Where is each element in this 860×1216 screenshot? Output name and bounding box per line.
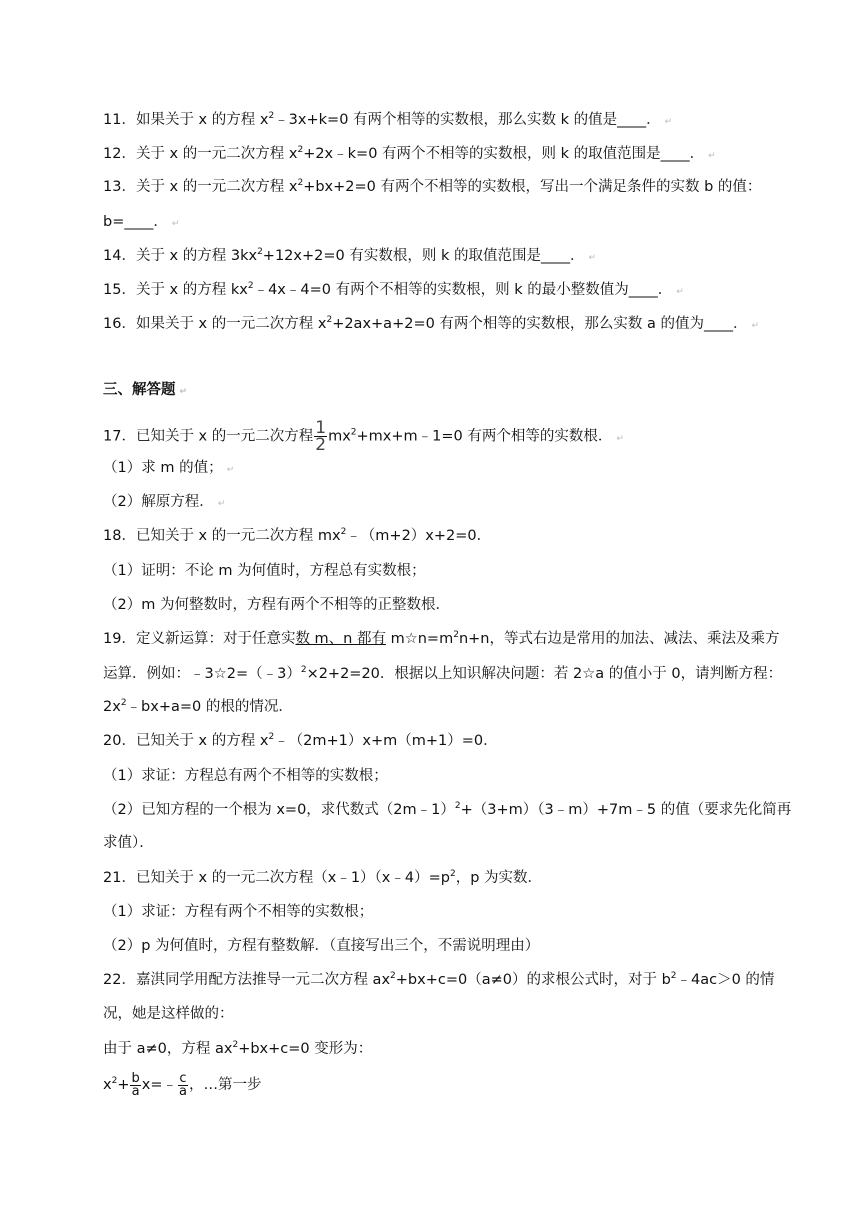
q13-text-2: +bx+2=0 有两个不相等的实数根，写出一个满足条件的实数 b 的值： bbox=[303, 179, 762, 195]
q21-part-2-text: （2）p 为何值时，方程有整数解．（直接写出三个，不需说明理由） bbox=[103, 938, 540, 954]
fraction-denominator: a bbox=[178, 1083, 187, 1099]
question-14 bbox=[103, 246, 783, 268]
q13-answer-blank: b=____． bbox=[103, 214, 168, 230]
question-19-line-2 bbox=[103, 664, 783, 684]
q13-text: 13．关于 x 的一元二次方程 x bbox=[103, 179, 298, 195]
question-18 bbox=[103, 526, 783, 546]
q20-text: 20．已知关于 x 的方程 x bbox=[103, 733, 269, 749]
q19-text-3: n+n，等式右边是常用的加法、减法、乘法及乘方 bbox=[458, 631, 780, 647]
question-17 bbox=[103, 420, 783, 453]
question-22 bbox=[103, 970, 783, 990]
step1-plus: + bbox=[117, 1077, 130, 1093]
fraction-numerator: 1 bbox=[315, 418, 327, 438]
para-mark-icon: ↵ bbox=[708, 151, 716, 161]
question-17-part-1 bbox=[103, 458, 783, 480]
q22-sup-2: 2 bbox=[670, 971, 677, 981]
q15-text: 15．关于 x 的方程 kx bbox=[103, 282, 248, 298]
q16-text: 16．如果关于 x 的一元二次方程 x bbox=[103, 316, 327, 332]
para-mark-icon: ↵ bbox=[588, 253, 596, 263]
q13-sup: 2 bbox=[297, 178, 304, 188]
question-20 bbox=[103, 731, 783, 751]
q19-line-2-text-2: ×2+2=20．根据以上知识解决问题：若 2☆a 的值小于 0，请判断方程： bbox=[306, 666, 783, 682]
question-17-part-2 bbox=[103, 492, 783, 514]
para-mark-icon: ↵ bbox=[616, 433, 624, 444]
question-21-part-2 bbox=[103, 936, 783, 956]
q21-part-1-text: （1）求证：方程有两个不相等的实数根； bbox=[103, 904, 374, 920]
question-15 bbox=[103, 280, 783, 302]
question-19 bbox=[103, 629, 783, 649]
question-21 bbox=[103, 868, 783, 888]
fraction-b-over-a bbox=[130, 1070, 140, 1099]
q20-sup: 2 bbox=[268, 732, 275, 742]
q22-line-3-sup: 2 bbox=[232, 1040, 239, 1050]
para-mark-icon: ↵ bbox=[751, 321, 760, 331]
q18-text-2: ﹣（m+2）x+2=0． bbox=[346, 528, 492, 544]
q21-text-2: ，p 为实数． bbox=[455, 870, 543, 886]
q17-part-1-text: （1）求 m 的值； bbox=[103, 460, 223, 476]
step1-x: x bbox=[103, 1077, 112, 1093]
step1-x-equals: x=﹣ bbox=[141, 1077, 177, 1093]
q20-part-2-sup: 2 bbox=[454, 801, 461, 811]
question-20-part-2 bbox=[103, 800, 792, 820]
q19-line-3-text: 2x bbox=[103, 699, 121, 715]
q18-text: 18．已知关于 x 的一元二次方程 mx bbox=[103, 528, 341, 544]
fraction-denominator: 2 bbox=[315, 435, 327, 455]
q14-text-2: +12x+2=0 有实数根，则 k 的取值范围是____． bbox=[262, 248, 585, 264]
q12-text: 12．关于 x 的一元二次方程 x bbox=[103, 146, 298, 162]
q22-line-3-text: 由于 a≠0，方程 ax bbox=[103, 1041, 233, 1057]
q19-line-3-sup: 2 bbox=[120, 698, 127, 708]
q19-line-2-sup: 2 bbox=[300, 665, 307, 675]
q16-sup: 2 bbox=[326, 315, 333, 325]
q20-part-2-text-3: 求值）． bbox=[103, 835, 154, 851]
fraction-denominator: a bbox=[131, 1083, 140, 1099]
q18-sup: 2 bbox=[340, 527, 347, 537]
fraction-one-half bbox=[314, 420, 327, 453]
q20-part-2-text: （2）已知方程的一个根为 x=0，求代数式（2m﹣1） bbox=[103, 802, 455, 818]
question-13-line-2 bbox=[103, 212, 783, 234]
q17-sup: 2 bbox=[350, 427, 357, 438]
q19-text-2: m☆n=m bbox=[386, 631, 454, 647]
q22-text-2: +bx+c=0（a≠0）的求根公式时，对于 b bbox=[395, 972, 671, 988]
question-11 bbox=[103, 110, 783, 132]
q14-sup: 2 bbox=[257, 247, 263, 257]
step1-sup: 2 bbox=[111, 1076, 118, 1086]
q22-text-3: ﹣4ac＞0 的情 bbox=[676, 972, 775, 988]
q18-part-2-text: （2）m 为何整数时，方程有两个不相等的正整数根． bbox=[103, 597, 450, 613]
fraction-c-over-a bbox=[178, 1070, 188, 1099]
q15-text-2: ﹣4x﹣4=0 有两个不相等的实数根，则 k 的最小整数值为____． bbox=[253, 282, 673, 298]
q18-part-1-text: （1）证明：不论 m 为何值时，方程总有实数根； bbox=[103, 563, 426, 579]
fraction-numerator: b bbox=[131, 1070, 140, 1086]
step1-tail: ，…第一步 bbox=[188, 1077, 262, 1093]
q19-underlined-text: 数 m、n 都有 bbox=[295, 631, 386, 647]
question-20-part-2-cont bbox=[103, 833, 783, 853]
section-heading bbox=[103, 380, 783, 402]
q19-sup: 2 bbox=[453, 630, 459, 640]
question-20-part-1 bbox=[103, 766, 783, 786]
question-16 bbox=[103, 314, 783, 336]
q20-part-1-text: （1）求证：方程总有两个不相等的实数根； bbox=[103, 768, 388, 784]
q21-sup: 2 bbox=[449, 869, 456, 879]
question-22-line-3 bbox=[103, 1039, 783, 1059]
q11-text: 11．如果关于 x 的方程 x bbox=[103, 112, 269, 128]
para-mark-icon: ↵ bbox=[676, 287, 684, 297]
question-19-line-3 bbox=[103, 697, 783, 717]
q22-text: 22．嘉淇同学用配方法推导一元二次方程 ax bbox=[103, 972, 391, 988]
question-18-part-1 bbox=[103, 561, 783, 581]
q17-part-2-text: （2）解原方程． bbox=[103, 494, 214, 510]
q16-text-2: +2ax+a+2=0 有两个相等的实数根，那么实数 a 的值为____． bbox=[332, 316, 748, 332]
q12-sup: 2 bbox=[297, 145, 304, 155]
q19-text: 19．定义新运算：对于任意实 bbox=[103, 631, 296, 647]
q20-text-2: ﹣（2m+1）x+m（m+1）=0． bbox=[274, 733, 498, 749]
para-mark-icon: ↵ bbox=[226, 465, 235, 475]
q19-line-3-text-2: ﹣bx+a=0 的根的情况． bbox=[126, 699, 293, 715]
question-21-part-1 bbox=[103, 902, 783, 922]
q17-text-3: +mx+m﹣1=0 有两个相等的实数根． bbox=[356, 428, 613, 445]
q17-text: 17．已知关于 x 的一元二次方程 bbox=[103, 428, 314, 445]
q22-sup: 2 bbox=[390, 971, 396, 981]
q20-part-2-text-2: +（3+m）（3﹣m）+7m﹣5 的值（要求先化简再 bbox=[460, 802, 792, 818]
q15-sup: 2 bbox=[247, 281, 254, 291]
section-title: 三、解答题 bbox=[103, 382, 176, 398]
para-mark-icon: ↵ bbox=[217, 499, 226, 509]
q19-line-2-text: 运算．例如：﹣3☆2=（﹣3） bbox=[103, 666, 301, 682]
question-18-part-2 bbox=[103, 595, 783, 615]
question-22-line-2 bbox=[103, 1004, 783, 1024]
q17-text-2: mx bbox=[328, 428, 351, 445]
fraction-numerator: c bbox=[179, 1070, 187, 1086]
para-mark-icon: ↵ bbox=[664, 117, 673, 127]
question-12 bbox=[103, 144, 783, 166]
q11-sup: 2 bbox=[268, 111, 275, 121]
q21-text: 21．已知关于 x 的一元二次方程（x﹣1）（x﹣4）=p bbox=[103, 870, 450, 886]
q11-text-2: ﹣3x+k=0 有两个相等的实数根，那么实数 k 的值是____． bbox=[274, 112, 661, 128]
question-22-step-1 bbox=[103, 1070, 783, 1100]
para-mark-icon: ↵ bbox=[179, 387, 188, 397]
q12-text-2: +2x﹣k=0 有两个不相等的实数根，则 k 的取值范围是____． bbox=[303, 146, 705, 162]
q22-line-3-text-2: +bx+c=0 变形为： bbox=[238, 1041, 373, 1057]
question-13 bbox=[103, 177, 783, 197]
q14-text: 14．关于 x 的方程 3kx bbox=[103, 248, 258, 264]
para-mark-icon: ↵ bbox=[171, 219, 180, 229]
q22-line-2-text: 况，她是这样做的： bbox=[103, 1006, 234, 1022]
